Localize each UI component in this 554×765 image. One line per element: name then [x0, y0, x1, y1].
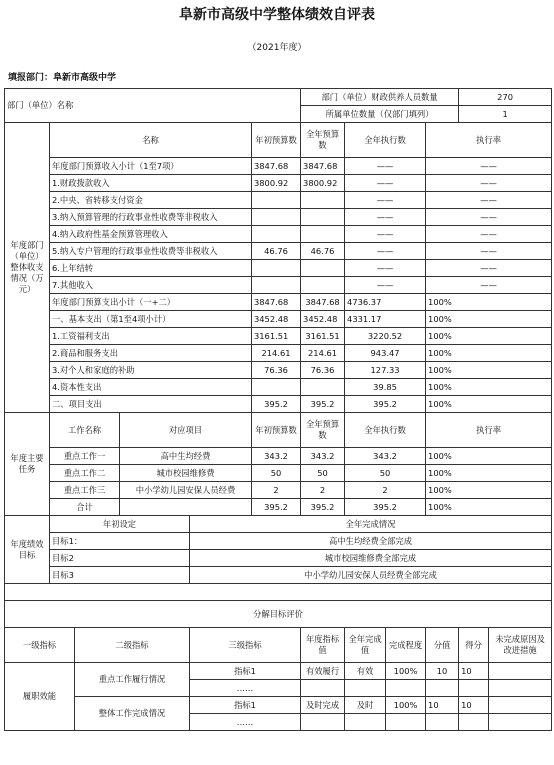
- eval-title-row: [5, 601, 552, 628]
- budget-row: 1.财政拨款收入 3800.92 3800.92 —— ——: [5, 175, 552, 192]
- eval-header-row: [5, 628, 552, 663]
- blank-row: [5, 584, 552, 601]
- eval-col-l2: 二级指标: [75, 628, 190, 663]
- budget-header-row: [5, 123, 552, 158]
- eval-row: 履职效能 重点工作履行情况 指标1 有效履行 有效 100% 10 10: [5, 663, 552, 680]
- tasks-header-row: [5, 413, 552, 448]
- budget-col-full-year: 全年预算数: [301, 123, 345, 158]
- tasks-total-row: 合计 395.2 395.2 395.2 100%: [5, 499, 552, 516]
- budget-row: 3.纳入预算管理的行政事业性收费等非税收入 —— ——: [5, 209, 552, 226]
- staff-label: 部门（单位）财政供养人员数量: [301, 89, 459, 106]
- budget-col-executed: 全年执行数: [345, 123, 426, 158]
- tasks-col-task: 工作名称: [50, 413, 120, 448]
- goal-row: 目标3 中小学幼儿园安保人员经费全部完成: [5, 567, 552, 584]
- budget-row: 4.资本性支出 39.85 100%: [5, 379, 552, 396]
- budget-row: 二、项目支出 395.2 395.2 395.2 100%: [5, 396, 552, 413]
- page-title: 阜新市高级中学整体绩效自评表: [179, 7, 375, 23]
- tasks-col-rate: 执行率: [426, 413, 552, 448]
- goals-header-row: [5, 516, 552, 533]
- eval-col-score: 得分: [459, 628, 489, 663]
- budget-row: 2.中央、省转移支付资金 —— ——: [5, 192, 552, 209]
- budget-row: 1.工资福利支出 3161.51 3161.51 3220.52 100%: [5, 328, 552, 345]
- goals-section-label: 年度绩效目标: [5, 516, 50, 584]
- eval-col-degree: 完成程度: [386, 628, 426, 663]
- budget-row: 6.上年结转 —— ——: [5, 260, 552, 277]
- task-row: 重点工作三 中小学幼儿园安保人员经费 2 2 2 100%: [5, 482, 552, 499]
- budget-col-budget: 年初预算数: [252, 123, 301, 158]
- evaluation-table: [4, 88, 552, 731]
- tasks-col-item: 对应项目: [120, 413, 252, 448]
- budget-row: 年度部门预算收入小计（1至7项） 3847.68 3847.68 —— ——: [5, 158, 552, 175]
- tasks-col-budget: 年初预算数: [252, 413, 301, 448]
- eval-col-target: 年度指标值: [301, 628, 345, 663]
- sub-units-label: 所属单位数量（仅部门填列）: [301, 106, 459, 123]
- goals-col-initial: 年初设定: [50, 516, 190, 533]
- department-label: 填报部门：阜新市高级中学: [8, 73, 117, 83]
- goal-row: 目标1： 高中生均经费全部完成: [5, 533, 552, 550]
- budget-row: 4.纳入政府性基金预算管理收入 —— ——: [5, 226, 552, 243]
- budget-row: 2.商品和服务支出 214.61 214.61 943.47 100%: [5, 345, 552, 362]
- eval-l1-value: 履职效能: [5, 663, 75, 731]
- budget-row: 3.对个人和家庭的补助 76.36 76.36 127.33 100%: [5, 362, 552, 379]
- eval-row-more: ……: [5, 680, 552, 697]
- tasks-col-full-year: 全年预算数: [301, 413, 345, 448]
- eval-col-score-max: 分值: [426, 628, 459, 663]
- eval-col-l3: 三级指标: [190, 628, 301, 663]
- tasks-section-label: 年度主要任务: [5, 413, 50, 516]
- goal-row: 目标2 城市校园维修费全部完成: [5, 550, 552, 567]
- eval-row: 整体工作完成情况 指标1 及时完成 及时 100% 10 10: [5, 697, 552, 714]
- staff-value: 270: [459, 89, 552, 106]
- eval-row-more: ……: [5, 714, 552, 731]
- budget-row: 一、基本支出（第1至4项小计） 3452.48 3452.48 4331.17 100%: [5, 311, 552, 328]
- task-row: 重点工作二 城市校园维修费 50 50 50 100%: [5, 465, 552, 482]
- header-row-1: [5, 89, 552, 106]
- goals-col-done: 全年完成情况: [190, 516, 552, 533]
- budget-section-label: 年度部门（单位）整体收支情况（万元）: [5, 123, 50, 413]
- eval-col-done: 全年完成值: [345, 628, 386, 663]
- sub-units-value: 1: [459, 106, 552, 123]
- budget-row: 5.纳入专户管理的行政事业性收费等非税收入 46.76 46.76 —— ——: [5, 243, 552, 260]
- page-subtitle: （2021年度）: [247, 43, 307, 53]
- tasks-col-executed: 全年执行数: [345, 413, 426, 448]
- eval-col-reason: 未完成原因及改进措施: [489, 628, 552, 663]
- eval-section-title: 分解目标评价: [5, 601, 552, 628]
- budget-col-name: 名称: [50, 123, 252, 158]
- unit-name-label: 部门（单位）名称: [5, 89, 301, 123]
- budget-row: 年度部门预算支出小计（一+二） 3847.68 3847.68 4736.37 100%: [5, 294, 552, 311]
- budget-col-rate: 执行率: [426, 123, 552, 158]
- task-row: 重点工作一 高中生均经费 343.2 343.2 343.2 100%: [5, 448, 552, 465]
- budget-row: 7.其他收入 —— ——: [5, 277, 552, 294]
- eval-col-l1: 一级指标: [5, 628, 75, 663]
